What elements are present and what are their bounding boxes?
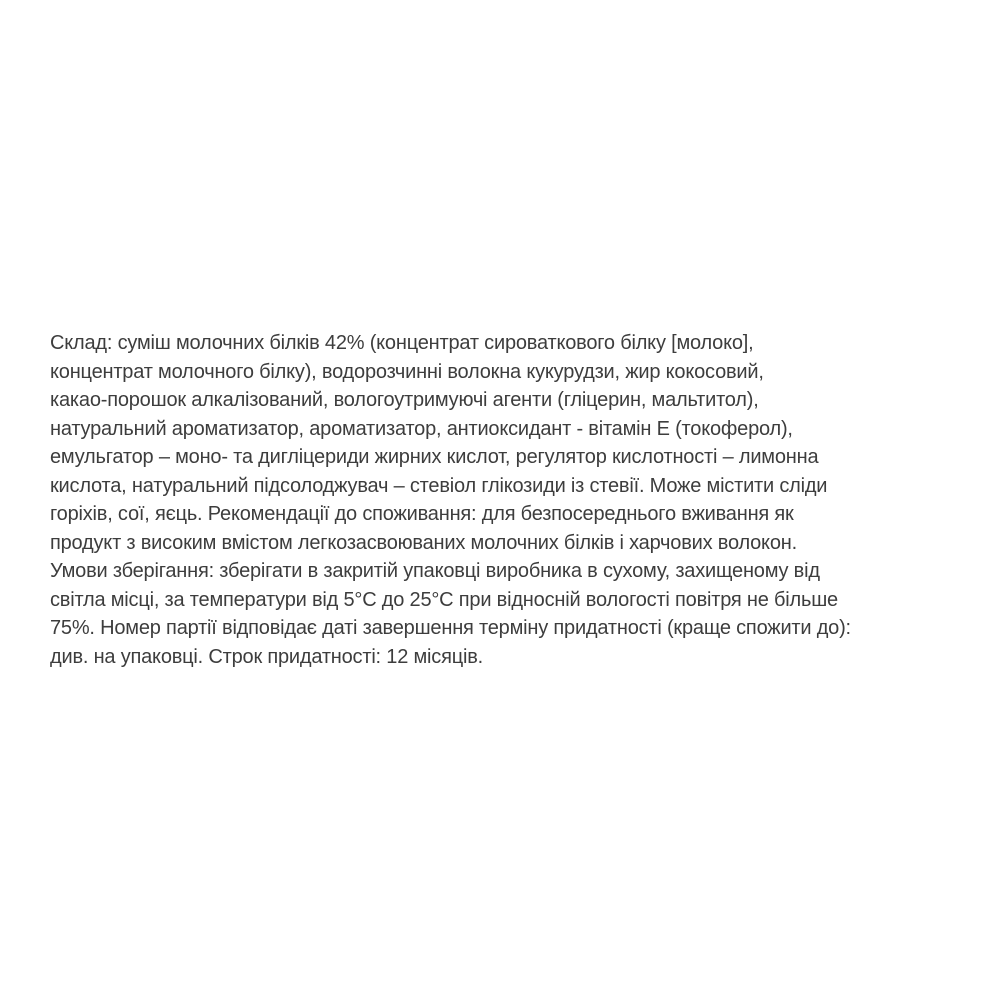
label-line-ingredients-1: Склад: суміш молочних білків 42% (концентрат сироваткового білку [молоко], xyxy=(50,332,754,354)
label-line-ingredients-4: натуральний ароматизатор, ароматизатор, антиоксидант - вітамін Е (токоферол), xyxy=(50,417,793,440)
label-line-storage-2: світла місці, за температури від 5°C до 25°C при відносній вологості повітря не більше xyxy=(50,588,838,611)
label-line-ingredients-6: кислота, натуральний підсолоджувач – стевіол глікозиди із стевії. Може містити сліди xyxy=(50,474,828,497)
label-line-storage-3: 75%. Номер партії відповідає даті завершення терміну придатності (краще спожити до): xyxy=(50,617,851,639)
label-line-storage-1: Умови зберігання: зберігати в закритій упаковці виробника в сухому, захищеному від xyxy=(50,560,820,582)
product-label-text xyxy=(50,329,955,671)
label-line-recommendations-1: горіхів, сої, яєць. Рекомендації до споживання: для безпосереднього вживання як xyxy=(50,503,794,525)
label-line-ingredients-2: концентрат молочного білку), водорозчинні волокна кукурудзи, жир кокосовий, xyxy=(50,360,764,383)
label-line-ingredients-5: емульгатор – моно- та дигліцериди жирних кислот, регулятор кислотності – лимонна xyxy=(50,446,819,468)
label-line-recommendations-2: продукт з високим вмістом легкозасвоюваних молочних білків і харчових волокон. xyxy=(50,531,797,554)
label-line-shelf-life: див. на упаковці. Строк придатності: 12 місяців. xyxy=(50,645,483,668)
label-line-ingredients-3: какао-порошок алкалізований, вологоутримуючі агенти (гліцерин, мальтитол), xyxy=(50,389,759,411)
